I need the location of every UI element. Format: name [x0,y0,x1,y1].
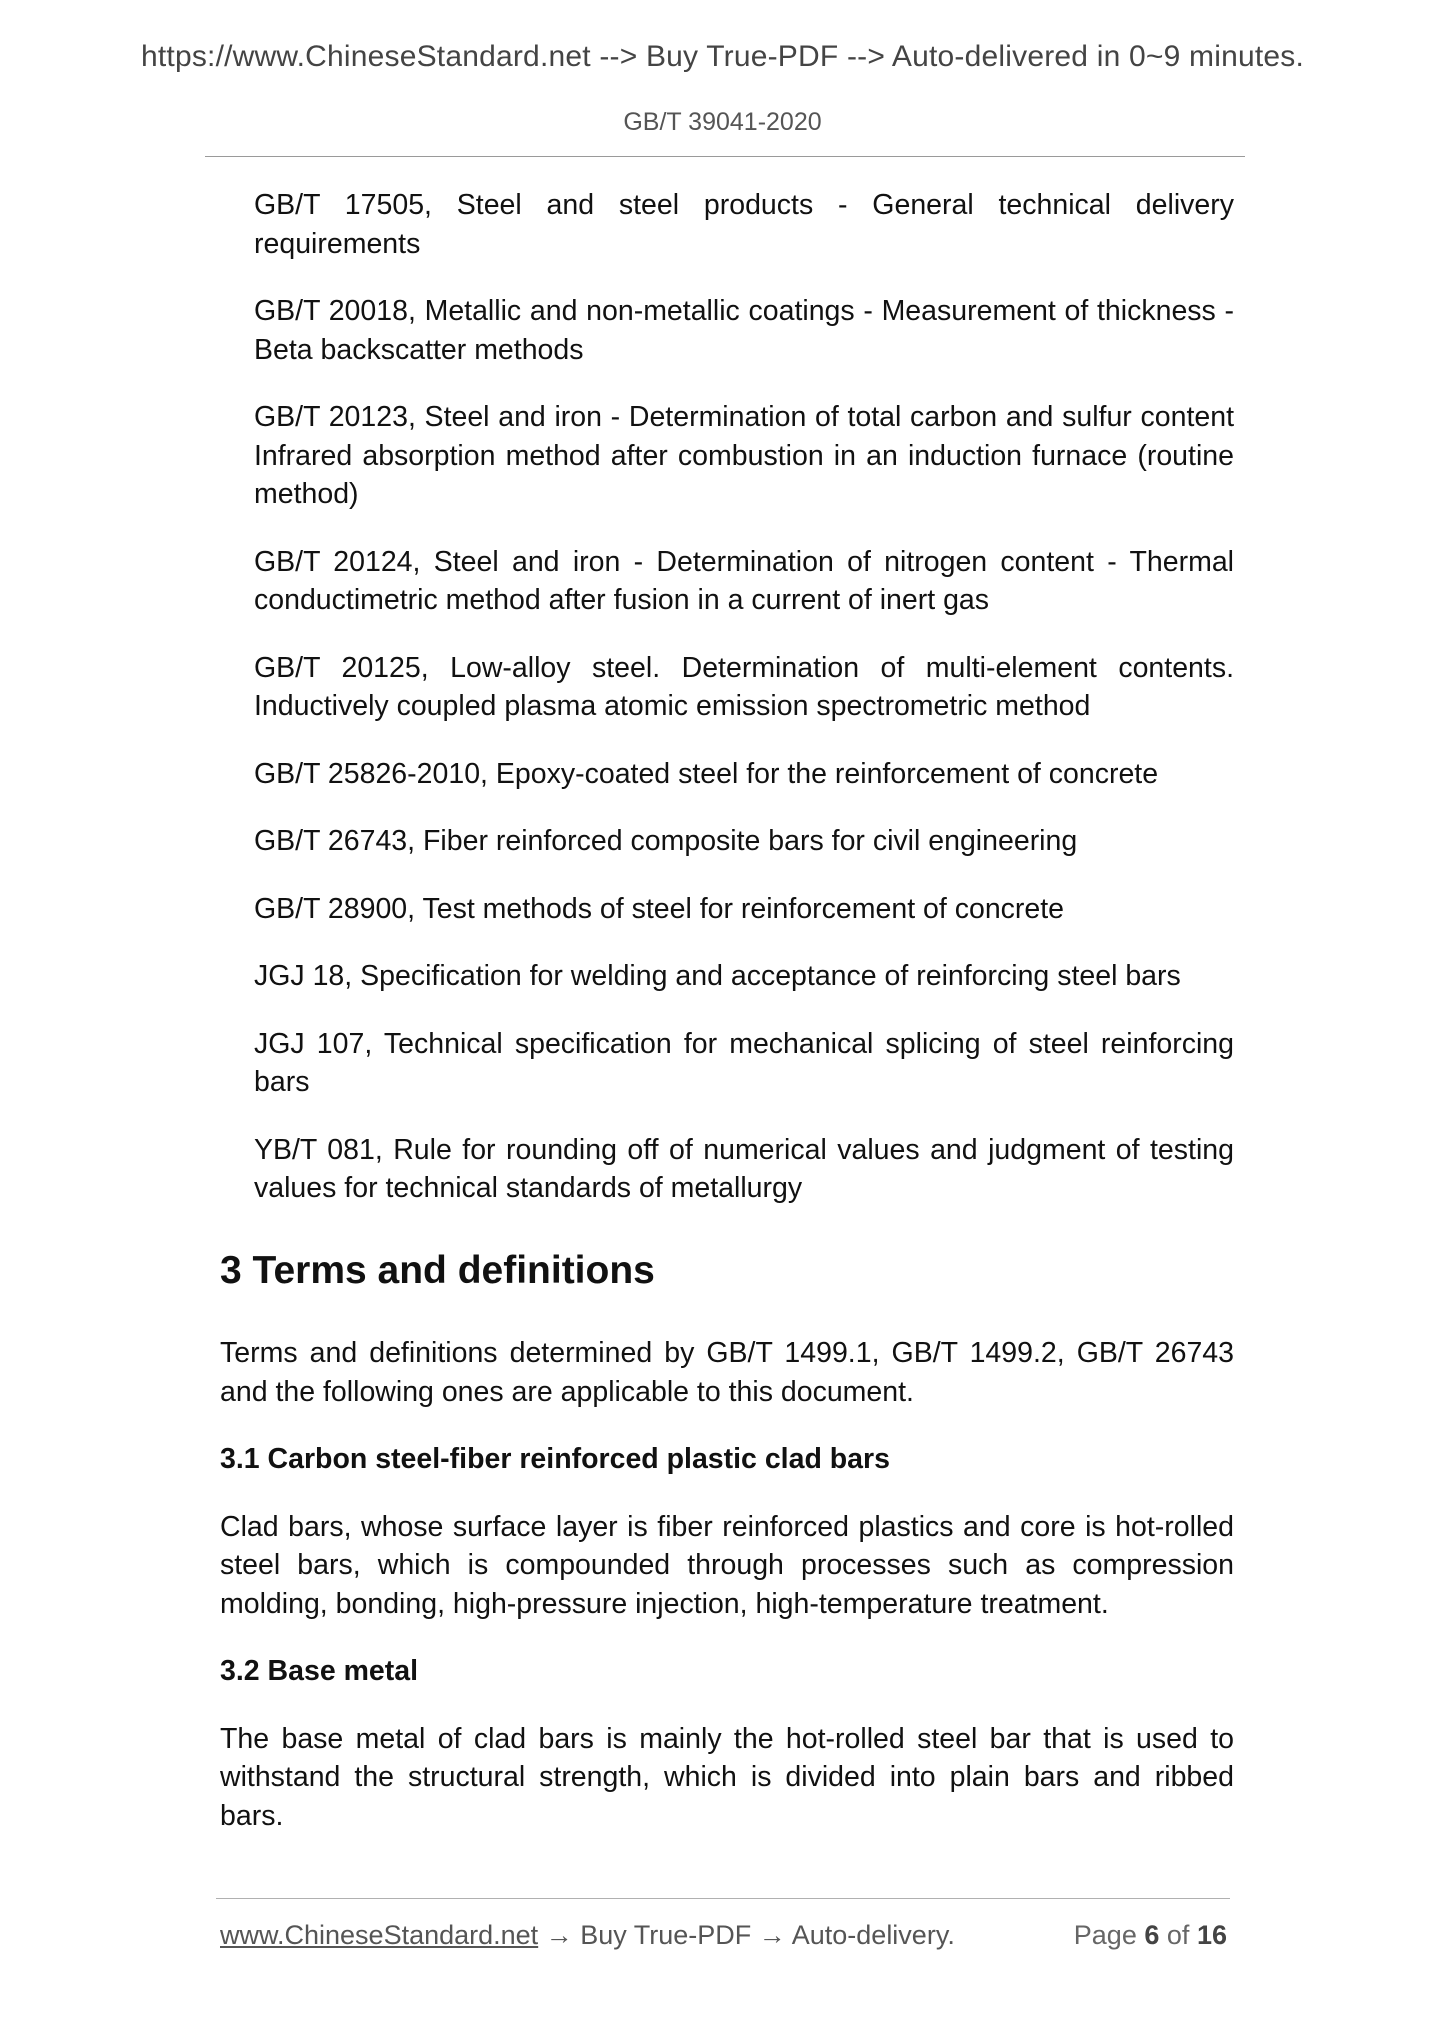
reference-item: GB/T 20018, Metallic and non-metallic coatings - Measurement of thickness - Beta backscatter methods [254,295,1234,366]
reference-item: GB/T 20124, Steel and iron - Determination of nitrogen content - Thermal conductimetric method after fusion in a current of inert gas [254,545,1234,616]
section-title: 3 Terms and definitions [220,1249,655,1292]
reference-item: GB/T 26743, Fiber reinforced composite bars for civil engineering [254,825,1078,857]
reference-item: GB/T 17505, Steel and steel products - General technical delivery requirements [254,189,1234,260]
document-code: GB/T 39041-2020 [623,108,822,136]
reference-item: GB/T 20123, Steel and iron - Determination of total carbon and sulfur content Infrared absorption method after combustion in an induction furnace (routine method) [254,401,1234,510]
section-body [220,1334,1234,1864]
reference-item: JGJ 107, Technical specification for mechanical splicing of steel reinforcing bars [254,1027,1234,1098]
page-total: 16 [1196,1920,1227,1950]
term-definition-3-2: The base metal of clad bars is mainly the hot-rolled steel bar that is used to withstand the structural strength, which is divided into plain bars and ribbed bars. [220,1722,1234,1832]
of-word: of [1166,1920,1190,1950]
normative-references-list [254,186,1234,1237]
reference-item: GB/T 25826-2010, Epoxy-coated steel for the reinforcement of concrete [254,757,1159,790]
term-definition-3-1: Clad bars, whose surface layer is fiber reinforced plastics and core is hot-rolled steel bars, which is compounded through processes such as compression molding, bonding, high-pressure injection, high-temperature treatment. [220,1510,1234,1620]
page-indicator [1074,1920,1227,1951]
footer-divider [216,1898,1230,1899]
reference-item: YB/T 081, Rule for rounding off of numerical values and judgment of testing values for technical standards of metallurgy [254,1133,1234,1204]
page-number: 6 [1144,1920,1160,1950]
term-heading-3-1: 3.1 Carbon steel-fiber reinforced plastic clad bars [220,1443,890,1475]
header-divider [205,156,1245,157]
section-intro: Terms and definitions determined by GB/T 1499.1, GB/T 1499.2, GB/T 26743 and the following ones are applicable to this document. [220,1337,1234,1408]
footer-link-group [220,1920,955,1951]
reference-item: JGJ 18, Specification for welding and acceptance of reinforcing steel bars [254,960,1181,992]
page-word: Page [1073,1920,1137,1950]
reference-item: GB/T 28900, Test methods of steel for reinforcement of concrete [254,892,1065,925]
top-banner[interactable]: https://www.ChineseStandard.net --> Buy True-PDF --> Auto-delivered in 0~9 minutes. [141,40,1304,73]
reference-item: GB/T 20125, Low-alloy steel. Determination of multi-element contents. Inductively coupled plasma atomic emission spectrometric method [254,651,1234,722]
footer-tagline: → Buy True-PDF → Auto-delivery. [538,1920,955,1950]
term-heading-3-2: 3.2 Base metal [220,1655,419,1687]
footer-site-link[interactable]: www.ChineseStandard.net [220,1920,539,1950]
